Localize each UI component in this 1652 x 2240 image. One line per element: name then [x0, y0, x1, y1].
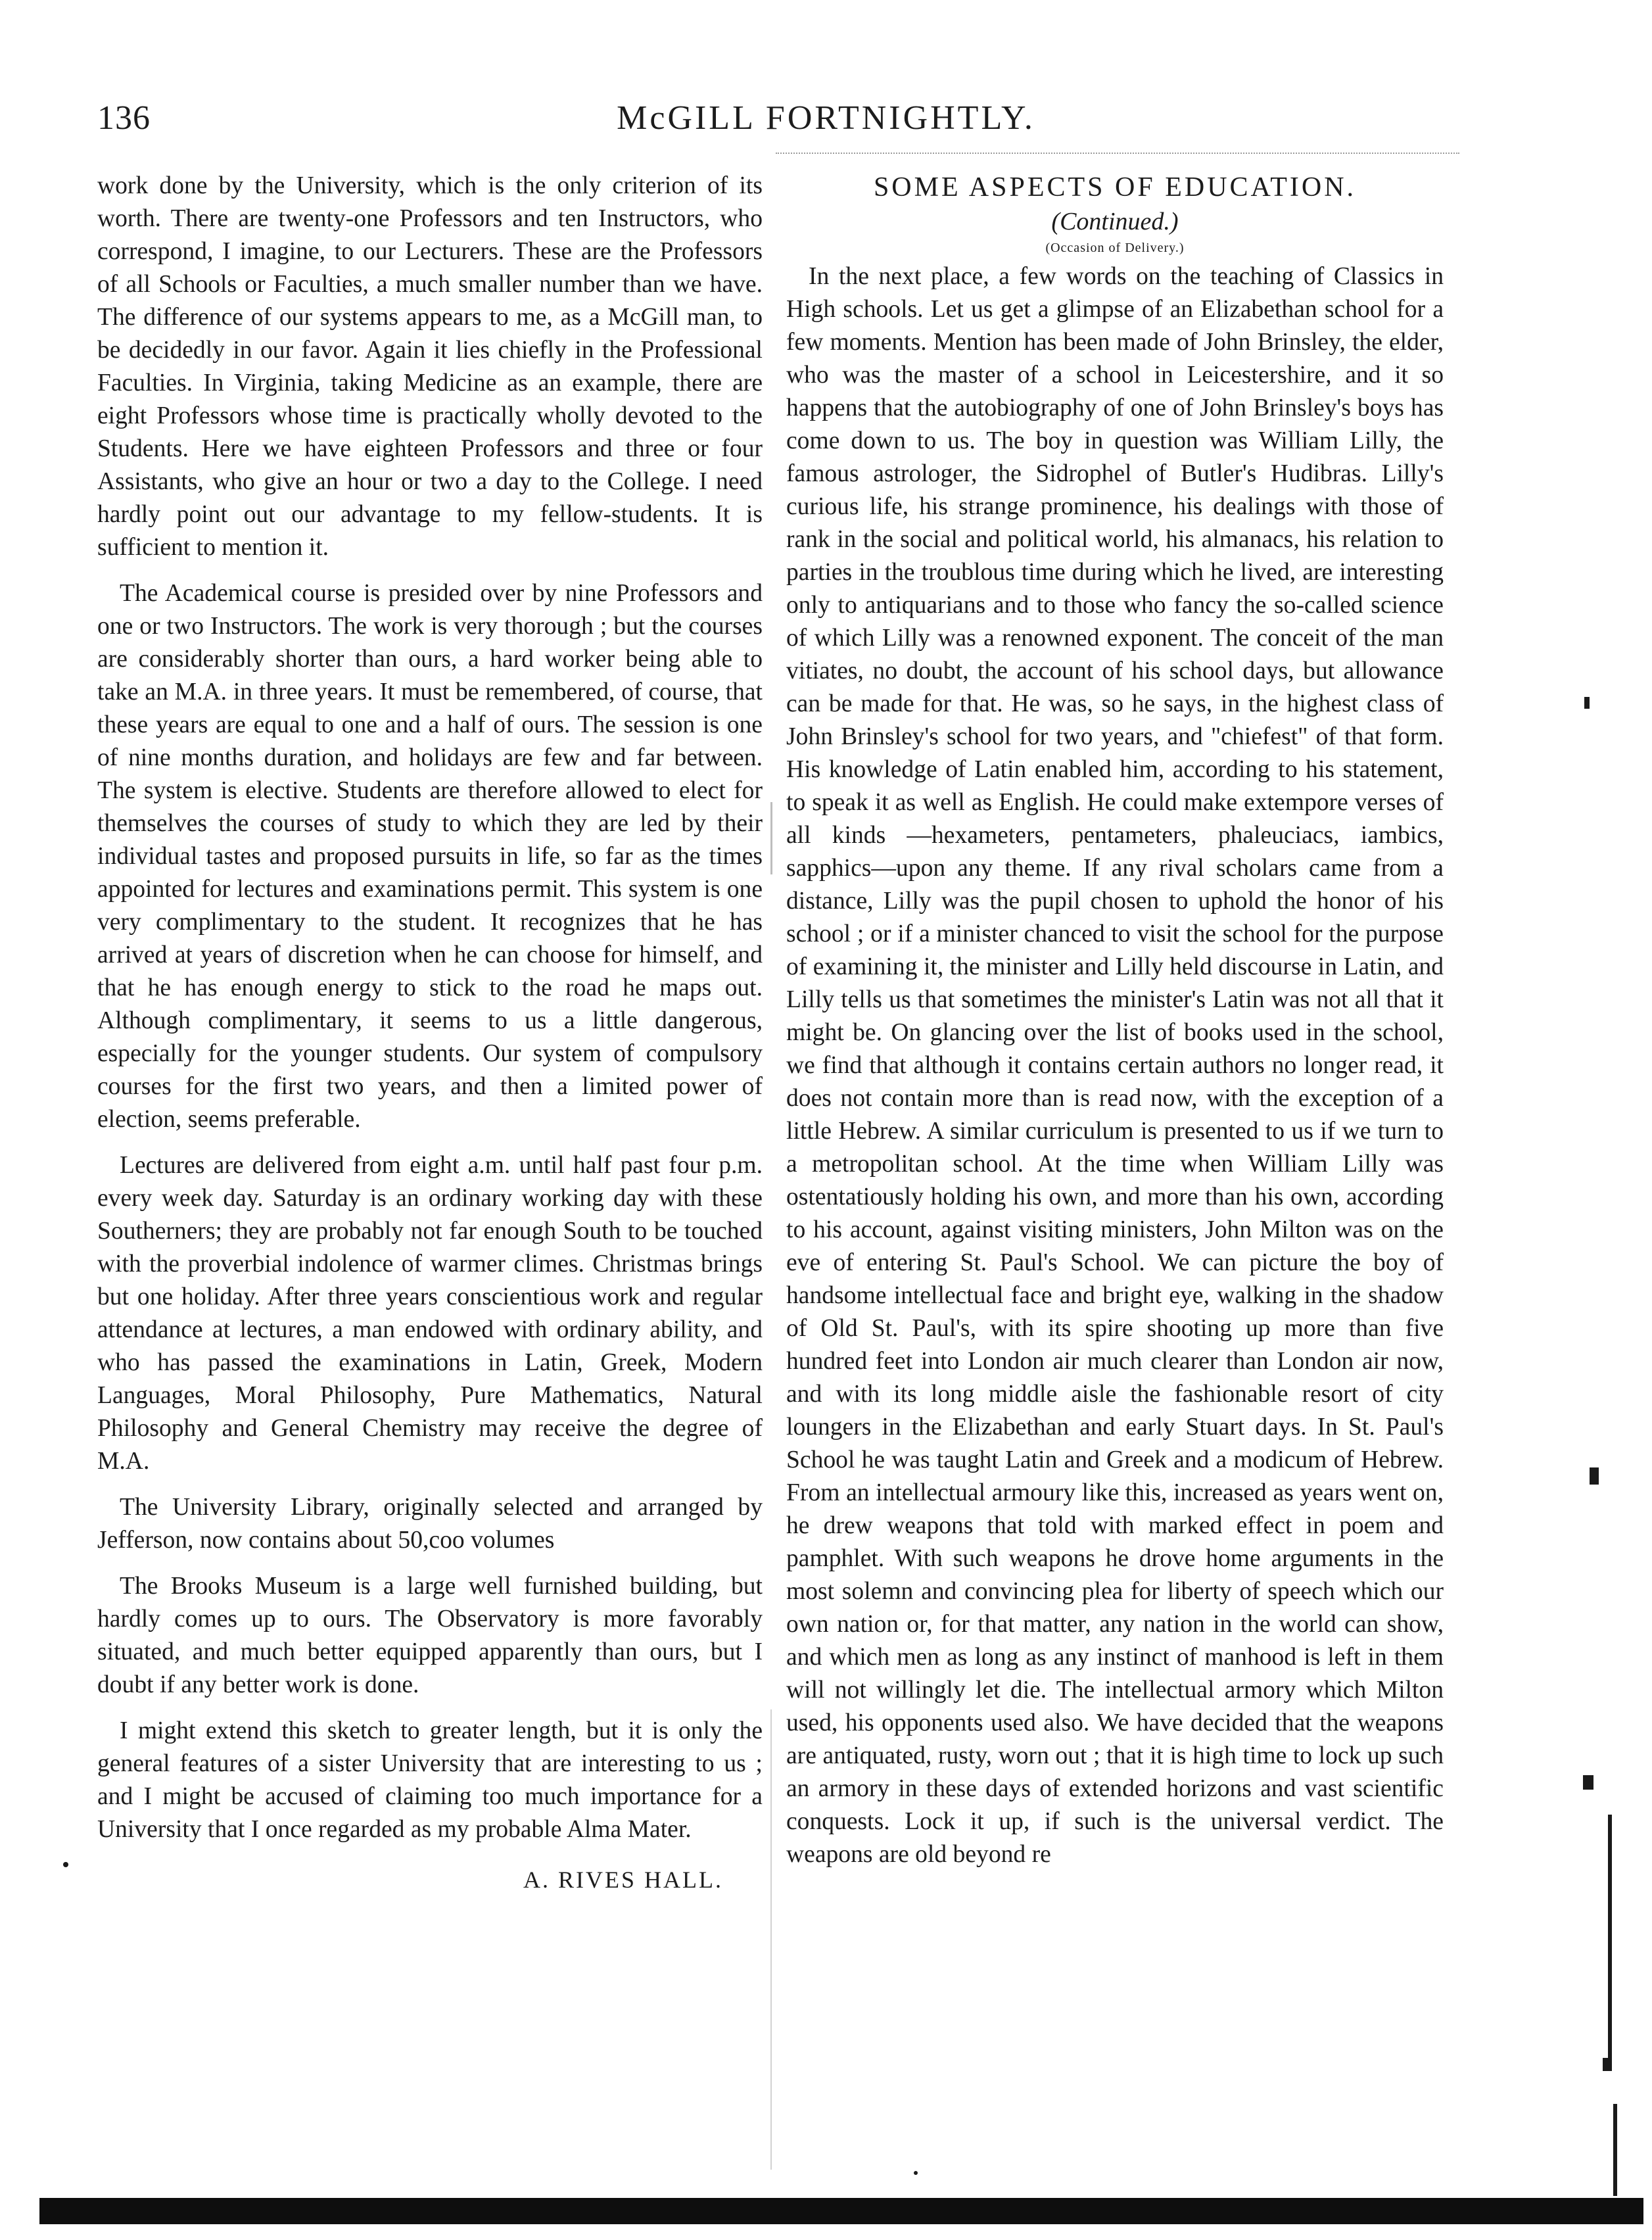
bottom-rule: [39, 2198, 1643, 2224]
left-paragraph: I might extend this sketch to greater length, but it is only the general features of a sister University that are interesting to us ; and I might be accused of claiming too much importance for a University that I once regarded as my probable Alma Mater.: [97, 1717, 763, 1843]
margin-mark: [63, 1862, 68, 1867]
right-column: [786, 170, 1444, 1871]
right-paragraph: In the next place, a few words on the teaching of Classics in High schools. Let us get a glimpse of an Elizabethan school for a few moments. Mention has been made of John Brinsley, the elder, who was the master of a school in Leicestershire, and it so happens that the autobiography of one of John Brinsley's boys has come down to us. The boy in question was William Lilly, the famous astrologer, the Sidrophel of Butler's Hudibras. Lilly's curious life, his strange prominence, his dealings with those of rank in the social and political world, his almanacs, his relation to parties in the troublous time during which he lived, are interesting only to antiquarians and to those who fancy the so-called science of which Lilly was a renowned exponent. The conceit of the man vitiates, no doubt, the account of his school days, but allowance can be made for that. He was, so he says, in the highest class of John Brinsley's school for two years, and "chiefest" of that form. His knowledge of Latin enabled him, according to his statement, to speak it as well as English. He could make extempore verses of all kinds —hexameters, pentameters, phaleuciacs, iambics, sapphics—upon any theme. If any rival scholars came from a distance, Lilly was the pupil chosen to uphold the honor of his school ; or if a minister chanced to visit the school for the purpose of examining it, the minister and Lilly held discourse in Latin, and Lilly tells us that sometimes the minister's Latin was not all that it might be. On glancing over the list of books used in the school, we find that although it contains certain authors no longer read, it does not contain more than is read now, with the exception of a little Hebrew. A similar curriculum is presented to us if we turn to a metropolitan school. At the time when William Lilly was ostentatiously holding his own, and more than his own, according to his account, against visiting ministers, John Milton was on the eve of entering St. Paul's School. We can picture the boy of handsome intellectual face and bright eye, walking in the shadow of Old St. Paul's, with its spire shooting up more than five hundred feet into London air much clearer than London air now, and with its long middle aisle the fashionable resort of city loungers in the Elizabethan and early Stuart days. In St. Paul's School he was taught Latin and Greek and a modicum of Hebrew. From an intellectual armoury like this, increased as years went on, he drew weapons that told with marked effect in poem and pamphlet. With such weapons he drove home arguments in the most solemn and convincing plea for liberty of speech which our own nation or, for that matter, any nation in the world can show, and which men as long as any instinct of manhood is left in them will not willingly let die. The intellectual armory which Milton used, his opponents used also. We have decided that the weapons are antiquated, rusty, worn out ; that it is high time to lock up such an armory in these days of extended horizons and vast scientific conquests. Lock it up, if such is the universal verdict. The weapons are old beyond re: [786, 263, 1444, 1868]
margin-mark: [1590, 1467, 1599, 1485]
left-paragraph: The University Library, originally selected and arranged by Jefferson, now contains about 50,coo volumes: [97, 1494, 763, 1554]
continued-note: (Continued.): [1051, 208, 1179, 235]
left-column: [97, 170, 763, 1896]
column-divider: [770, 1709, 772, 2170]
column-divider: [770, 802, 772, 874]
margin-mark: [1603, 2058, 1612, 2071]
margin-mark: [1584, 697, 1590, 709]
running-head: McGILL FORTNIGHTLY.: [617, 99, 1035, 137]
margin-mark: [914, 2171, 918, 2175]
page-number: 136: [97, 99, 151, 137]
left-paragraph: The Brooks Museum is a large well furnished building, but hardly comes up to ours. The Observatory is more favorably situated, and much better equipped apparently than ours, but I doubt if any better work is done.: [97, 1573, 763, 1698]
margin-mark: [1583, 1775, 1593, 1790]
article-title: SOME ASPECTS OF EDUCATION.: [873, 172, 1357, 203]
left-paragraph: The Academical course is presided over by nine Professors and one or two Instructors. The work is very thorough ; but the courses are considerably shorter than ours, a hard worker being able to take an M.A. in three years. It must be remembered, of course, that these years are equal to one and a half of ours. The session is one of nine months duration, and holidays are few and far between. The system is elective. Students are therefore allowed to elect for themselves the courses of study to which they are led by their individual tastes and proposed pursuits in life, so far as the times appointed for lectures and examinations permit. This system is one very complimentary to the student. It recognizes that he has arrived at years of discretion when he can choose for himself, and that he has enough energy to stick to the road he maps out. Although complimentary, it seems to us a little dangerous, especially for the younger students. Our system of compulsory courses for the first two years, and then a limited power of election, seems preferable.: [97, 580, 763, 1133]
header-rule: [776, 153, 1459, 155]
margin-mark: [1608, 1815, 1612, 2064]
left-paragraph: work done by the University, which is the only criterion of its worth. There are twenty-one Professors and ten Instructors, who correspond, I imagine, to our Lecturers. These are the Professors of all Schools or Faculties, a much smaller number than we have. The difference of our systems appears to me, as a McGill man, to be decidedly in our favor. Again it lies chiefly in the Professional Faculties. In Virginia, taking Medicine as an example, there are eight Professors whose time is practically wholly devoted to the Students. Here we have eighteen Professors and three or four Assistants, who give an hour or two a day to the College. I need hardly point out our advantage to my fellow-students. It is sufficient to mention it.: [97, 172, 763, 561]
margin-mark: [1613, 2104, 1617, 2196]
author-signature: A. RIVES HALL.: [523, 1867, 723, 1893]
page-header: [0, 99, 1652, 158]
article-subhead: (Occasion of Delivery.): [1045, 241, 1185, 255]
left-paragraph: Lectures are delivered from eight a.m. until half past four p.m. every week day. Saturday is an ordinary working day with these Southerners; they are probably not far enough South to be touched with the proverbial indolence of warmer climes. Christmas brings but one holiday. After three years conscientious work and regular attendance at lectures, a man endowed with ordinary ability, and who has passed the examinations in Latin, Greek, Modern Languages, Moral Philosophy, Pure Mathematics, Natural Philosophy and General Chemistry may receive the degree of M.A.: [97, 1152, 763, 1475]
